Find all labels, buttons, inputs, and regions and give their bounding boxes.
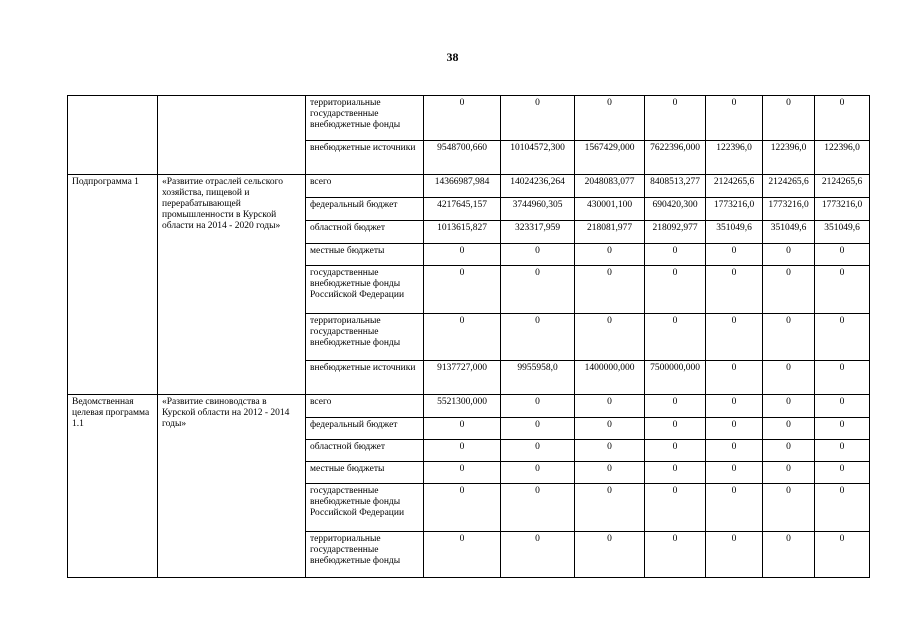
value-cell: 1400000,000	[575, 361, 645, 395]
value-cell: 0	[645, 532, 706, 578]
value-cell: 0	[706, 266, 763, 314]
value-cell: 351049,6	[706, 221, 763, 244]
value-cell: 0	[763, 395, 815, 418]
value-cell: 0	[706, 440, 763, 462]
value-cell: 0	[575, 395, 645, 418]
value-cell: 10104572,300	[501, 141, 575, 175]
value-cell: 0	[424, 484, 501, 532]
value-cell: 9548700,660	[424, 141, 501, 175]
value-cell: 2124265,6	[815, 175, 870, 198]
value-cell: 0	[763, 440, 815, 462]
value-cell: 0	[706, 314, 763, 361]
value-cell: 0	[424, 96, 501, 141]
funding-source-cell: местные бюджеты	[306, 462, 424, 484]
value-cell: 0	[575, 244, 645, 266]
value-cell: 0	[501, 266, 575, 314]
value-cell: 690420,300	[645, 198, 706, 221]
funding-source-cell: всего	[306, 175, 424, 198]
program-name-cell: «Развитие свиноводства в Курской области на 2012 - 2014 годы»	[158, 395, 306, 578]
value-cell: 0	[815, 440, 870, 462]
value-cell: 0	[501, 96, 575, 141]
value-cell: 2124265,6	[763, 175, 815, 198]
value-cell: 0	[763, 244, 815, 266]
value-cell: 0	[501, 395, 575, 418]
value-cell: 0	[706, 96, 763, 141]
value-cell: 351049,6	[763, 221, 815, 244]
value-cell: 0	[645, 244, 706, 266]
value-cell: 2124265,6	[706, 175, 763, 198]
value-cell: 218081,977	[575, 221, 645, 244]
funding-source-cell: территориальные государственные внебюджетные фонды	[306, 532, 424, 578]
value-cell: 0	[645, 266, 706, 314]
funding-source-cell: государственные внебюджетные фонды Российской Федерации	[306, 484, 424, 532]
value-cell: 122396,0	[706, 141, 763, 175]
value-cell: 2048083,077	[575, 175, 645, 198]
value-cell: 1773216,0	[815, 198, 870, 221]
value-cell: 3744960,305	[501, 198, 575, 221]
value-cell: 323317,959	[501, 221, 575, 244]
funding-source-cell: областной бюджет	[306, 440, 424, 462]
funding-source-cell: внебюджетные источники	[306, 141, 424, 175]
value-cell: 0	[763, 418, 815, 440]
value-cell: 218092,977	[645, 221, 706, 244]
table-row	[68, 96, 870, 141]
value-cell: 0	[645, 418, 706, 440]
value-cell: 0	[706, 361, 763, 395]
value-cell: 0	[501, 244, 575, 266]
value-cell: 0	[706, 244, 763, 266]
value-cell: 0	[815, 484, 870, 532]
value-cell: 1013615,827	[424, 221, 501, 244]
value-cell: 0	[645, 484, 706, 532]
funding-source-cell: федеральный бюджет	[306, 418, 424, 440]
funding-table-body	[68, 96, 870, 578]
value-cell: 0	[424, 244, 501, 266]
value-cell: 122396,0	[815, 141, 870, 175]
value-cell: 0	[763, 96, 815, 141]
value-cell: 0	[763, 532, 815, 578]
program-cell: Ведомственная целевая программа 1.1	[68, 395, 158, 578]
value-cell: 0	[645, 96, 706, 141]
program-name-cell: «Развитие отраслей сельского хозяйства, пищевой и перерабатывающей промышленности в Курской области на 2014 - 2020 годы»	[158, 175, 306, 395]
value-cell: 5521300,000	[424, 395, 501, 418]
value-cell: 0	[501, 462, 575, 484]
value-cell: 0	[706, 395, 763, 418]
funding-source-cell: федеральный бюджет	[306, 198, 424, 221]
table-row	[68, 175, 870, 198]
value-cell: 7500000,000	[645, 361, 706, 395]
value-cell: 0	[815, 395, 870, 418]
value-cell: 0	[815, 532, 870, 578]
value-cell: 1773216,0	[763, 198, 815, 221]
value-cell: 351049,6	[815, 221, 870, 244]
value-cell: 0	[645, 314, 706, 361]
funding-source-cell: внебюджетные источники	[306, 361, 424, 395]
value-cell: 0	[424, 314, 501, 361]
value-cell: 14024236,264	[501, 175, 575, 198]
value-cell: 0	[424, 462, 501, 484]
value-cell: 0	[575, 96, 645, 141]
value-cell: 7622396,000	[645, 141, 706, 175]
value-cell: 9955958,0	[501, 361, 575, 395]
value-cell: 0	[763, 462, 815, 484]
value-cell: 1773216,0	[706, 198, 763, 221]
value-cell: 0	[575, 484, 645, 532]
value-cell: 0	[424, 532, 501, 578]
value-cell: 0	[575, 418, 645, 440]
value-cell: 0	[575, 266, 645, 314]
program-name-cell	[158, 96, 306, 175]
value-cell: 0	[763, 314, 815, 361]
value-cell: 0	[501, 532, 575, 578]
value-cell: 0	[815, 314, 870, 361]
value-cell: 0	[763, 361, 815, 395]
value-cell: 0	[424, 440, 501, 462]
value-cell: 0	[645, 440, 706, 462]
value-cell: 1567429,000	[575, 141, 645, 175]
value-cell: 0	[815, 266, 870, 314]
value-cell: 122396,0	[763, 141, 815, 175]
value-cell: 0	[645, 395, 706, 418]
value-cell: 8408513,277	[645, 175, 706, 198]
funding-source-cell: местные бюджеты	[306, 244, 424, 266]
value-cell: 0	[815, 244, 870, 266]
value-cell: 430001,100	[575, 198, 645, 221]
value-cell: 0	[706, 532, 763, 578]
funding-source-cell: областной бюджет	[306, 221, 424, 244]
value-cell: 0	[501, 418, 575, 440]
table-row	[68, 395, 870, 418]
value-cell: 0	[706, 484, 763, 532]
value-cell: 0	[575, 440, 645, 462]
funding-table	[67, 95, 870, 578]
value-cell: 0	[706, 418, 763, 440]
funding-source-cell: государственные внебюджетные фонды Российской Федерации	[306, 266, 424, 314]
value-cell: 0	[815, 361, 870, 395]
value-cell: 0	[575, 462, 645, 484]
value-cell: 0	[645, 462, 706, 484]
value-cell: 0	[575, 532, 645, 578]
value-cell: 0	[424, 418, 501, 440]
value-cell: 0	[815, 96, 870, 141]
value-cell: 14366987,984	[424, 175, 501, 198]
funding-source-cell: всего	[306, 395, 424, 418]
value-cell: 0	[501, 484, 575, 532]
value-cell: 0	[815, 462, 870, 484]
program-cell	[68, 96, 158, 175]
funding-source-cell: территориальные государственные внебюджетные фонды	[306, 96, 424, 141]
funding-source-cell: территориальные государственные внебюджетные фонды	[306, 314, 424, 361]
value-cell: 0	[501, 440, 575, 462]
value-cell: 0	[815, 418, 870, 440]
value-cell: 0	[424, 266, 501, 314]
value-cell: 0	[706, 462, 763, 484]
page-number: 38	[446, 50, 459, 64]
value-cell: 0	[763, 266, 815, 314]
value-cell: 4217645,157	[424, 198, 501, 221]
value-cell: 0	[575, 314, 645, 361]
value-cell: 9137727,000	[424, 361, 501, 395]
program-cell: Подпрограмма 1	[68, 175, 158, 395]
value-cell: 0	[501, 314, 575, 361]
value-cell: 0	[763, 484, 815, 532]
